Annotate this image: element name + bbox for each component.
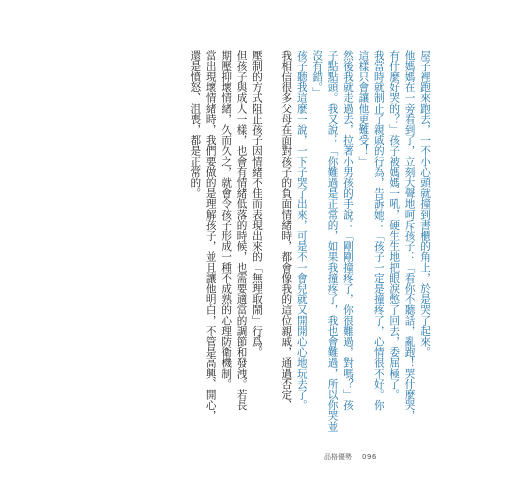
story-column: 孩子聽我這麼一說，一下子哭了出來，可是不一會兒就又開開心心地玩去了。 [295, 50, 308, 411]
story-column: 他媽媽在一旁看到了，立刻大聲地呵斥孩子：「看你不聽話，亂跑！哭什麼哭， [403, 50, 416, 421]
story-column: 沒有錯。」 [311, 50, 324, 98]
story-column: 然後我就走過去，拉著小男孩的手說：「剛剛撞疼了，你很難過，對嗎？」孩 [341, 50, 354, 411]
essay-column: 當出現壞情緒時，我們要做的是理解孩子，並且讓他明白，不管是高興、開心， [204, 50, 217, 421]
essay-column: 還是憤怒、沮喪，都是正常的。 [189, 50, 202, 199]
essay-column: 我相信很多父母在面對孩子的負面情緒時，都會像我的這位親戚，通過否定、 [280, 50, 293, 411]
story-column: 子點點頭。我又說：「你難過是正常的，如果我撞疼了，我也會難過，所以你哭並 [326, 50, 339, 432]
page-number: 096 [362, 453, 377, 461]
story-column: 我當時就制止了親戚的行為，告訴她：「孩子一定是撞疼了，心情很不好。你 [372, 50, 385, 411]
essay-column: 但孩子與成人一樣，也會有情緒低落的時候，也需要適當的調節和發洩。若長 [235, 50, 248, 411]
story-column: 這樣只會讓他更難受！」 [357, 50, 370, 167]
vertical-text-body [82, 50, 432, 442]
story-column: 屋子裡跑來跑去，一不小心頭就撞到書櫃的角上，於是哭了起來。 [419, 50, 431, 358]
essay-column: 期壓抑壞情緒，久而久之，就會令孩子形成一種不成熟的心理防衛機制。 [220, 50, 233, 390]
essay-column: 壓制的方式阻止孩子因情緒不佳而表現出來的「無理取鬧」行爲。 [250, 50, 263, 358]
story-column: 有什麼好哭的？」孩子被媽媽一吼，硬生生地把眼淚憋了回去，委屈極了。 [388, 50, 401, 400]
page-footer [324, 452, 377, 462]
book-title: 品格優勢 [324, 453, 352, 461]
